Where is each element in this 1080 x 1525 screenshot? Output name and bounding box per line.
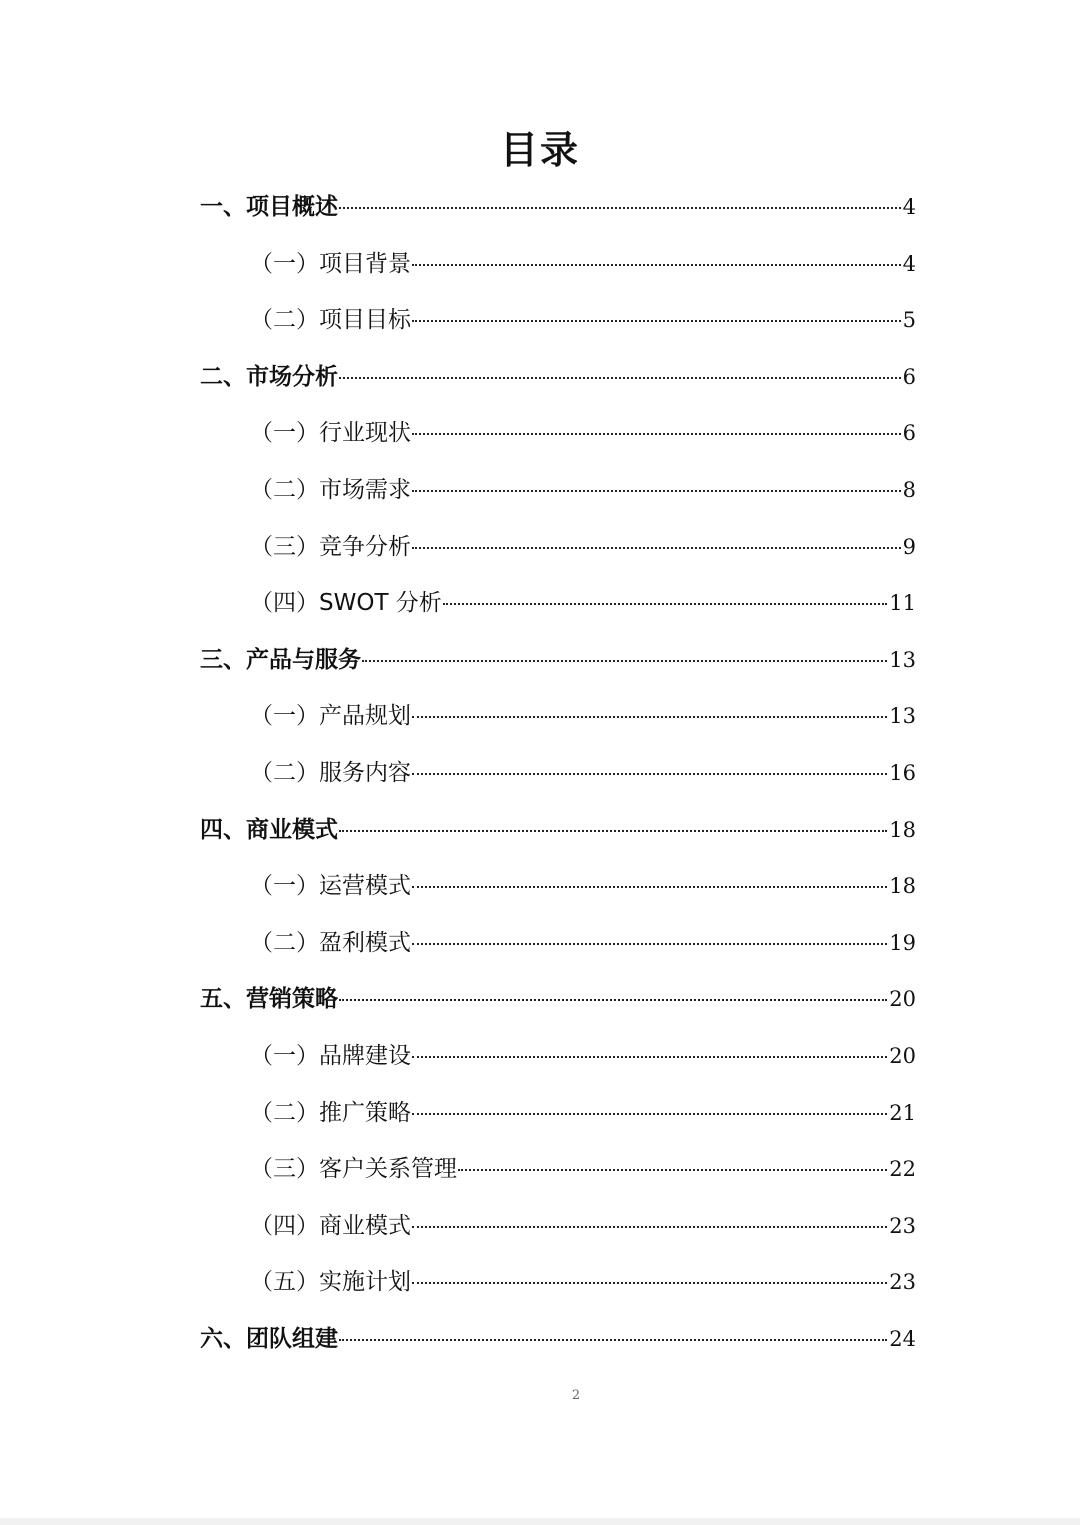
toc-entry-page-number: 6 [902,421,916,446]
toc-entry-label: 四、商业模式 [200,816,338,843]
toc-entry-label: （二）市场需求 [250,476,411,503]
toc-section-entry[interactable] [200,179,916,236]
toc-dot-leader [339,207,901,209]
toc-dot-leader [443,603,887,605]
toc-dot-leader [412,773,887,775]
toc-section-entry[interactable] [200,802,916,859]
toc-entry-label: （三）竞争分析 [250,533,411,560]
toc-entry-page-number: 8 [902,477,916,502]
toc-subsection-entry[interactable] [200,462,916,519]
toc-entry-label: 五、营销策略 [200,986,338,1013]
toc-section-entry[interactable] [200,971,916,1028]
toc-dot-leader [412,943,887,945]
toc-subsection-entry[interactable] [200,1085,916,1142]
toc-subsection-entry[interactable] [200,519,916,576]
toc-entry-label: （五）实施计划 [250,1269,411,1296]
toc-dot-leader [412,1113,887,1115]
page-number: 2 [571,1388,581,1403]
toc-subsection-entry[interactable] [200,858,916,915]
toc-subsection-entry[interactable] [200,1198,916,1255]
toc-entry-label: （一）品牌建设 [250,1042,411,1069]
bottom-edge-strip [0,1518,1080,1525]
toc-dot-leader [339,999,887,1001]
toc-entry-label: （一）产品规划 [250,703,411,730]
page-title: 目录 [499,128,580,172]
toc-entry-page-number: 19 [889,930,916,955]
toc-entry-label: 二、市场分析 [200,363,338,390]
toc-dot-leader [412,547,901,549]
toc-entry-label: （一）行业现状 [250,420,411,447]
toc-entry-label: （二）项目目标 [250,307,411,334]
toc-dot-leader [412,320,901,322]
toc-dot-leader [362,660,887,662]
toc-entry-page-number: 20 [889,987,916,1012]
toc-entry-page-number: 24 [889,1326,916,1351]
toc-subsection-entry[interactable] [200,745,916,802]
toc-entry-page-number: 20 [889,1043,916,1068]
toc-dot-leader [458,1169,887,1171]
toc-subsection-entry[interactable] [200,575,916,632]
toc-entry-page-number: 6 [902,364,916,389]
toc-dot-leader [339,377,901,379]
toc-entry-page-number: 23 [889,1213,916,1238]
toc-entry-page-number: 18 [889,874,916,899]
toc-dot-leader [412,716,887,718]
toc-subsection-entry[interactable] [200,292,916,349]
toc-dot-leader [412,886,887,888]
toc-dot-leader [412,1056,887,1058]
toc-entry-page-number: 23 [889,1270,916,1295]
toc-entry-page-number: 11 [889,591,916,616]
toc-entry-label: （四）SWOT 分析 [250,590,442,617]
toc-subsection-entry[interactable] [200,1141,916,1198]
toc-section-entry[interactable] [200,349,916,406]
toc-entry-label: 三、产品与服务 [200,646,361,673]
toc-entry-page-number: 13 [889,704,916,729]
toc-entry-page-number: 18 [889,817,916,842]
toc-dot-leader [412,264,901,266]
toc-entry-page-number: 4 [902,195,916,219]
toc-subsection-entry[interactable] [200,405,916,462]
toc-entry-label: （一）项目背景 [250,250,411,277]
toc-entry-label: （二）推广策略 [250,1099,411,1126]
toc-dot-leader [412,433,901,435]
toc-entry-label: 一、项目概述 [200,194,338,220]
toc-subsection-entry[interactable] [200,1254,916,1311]
toc-subsection-entry[interactable] [200,688,916,745]
toc-entry-label: （一）运营模式 [250,873,411,900]
toc-subsection-entry[interactable] [200,1028,916,1085]
toc-subsection-entry[interactable] [200,236,916,293]
toc-section-entry[interactable] [200,632,916,689]
toc-entry-page-number: 5 [902,308,916,333]
toc-entry-label: （三）客户关系管理 [250,1156,457,1183]
toc-entry-page-number: 21 [889,1100,916,1125]
toc-entry-label: （二）盈利模式 [250,929,411,956]
toc-entry-page-number: 13 [889,647,916,672]
toc-entry-label: 六、团队组建 [200,1325,338,1352]
toc-entry-page-number: 4 [902,251,916,276]
toc-section-entry[interactable] [200,1311,916,1368]
toc-entry-label: （二）服务内容 [250,759,411,786]
toc-dot-leader [339,830,887,832]
toc-entry-page-number: 9 [902,534,916,559]
toc-entry-page-number: 16 [889,760,916,785]
toc-dot-leader [412,490,901,492]
table-of-contents [200,179,916,1367]
toc-entry-label: （四）商业模式 [250,1212,411,1239]
toc-subsection-entry[interactable] [200,915,916,972]
toc-dot-leader [339,1339,887,1341]
toc-dot-leader [412,1226,887,1228]
toc-dot-leader [412,1282,887,1284]
toc-entry-page-number: 22 [889,1157,916,1182]
